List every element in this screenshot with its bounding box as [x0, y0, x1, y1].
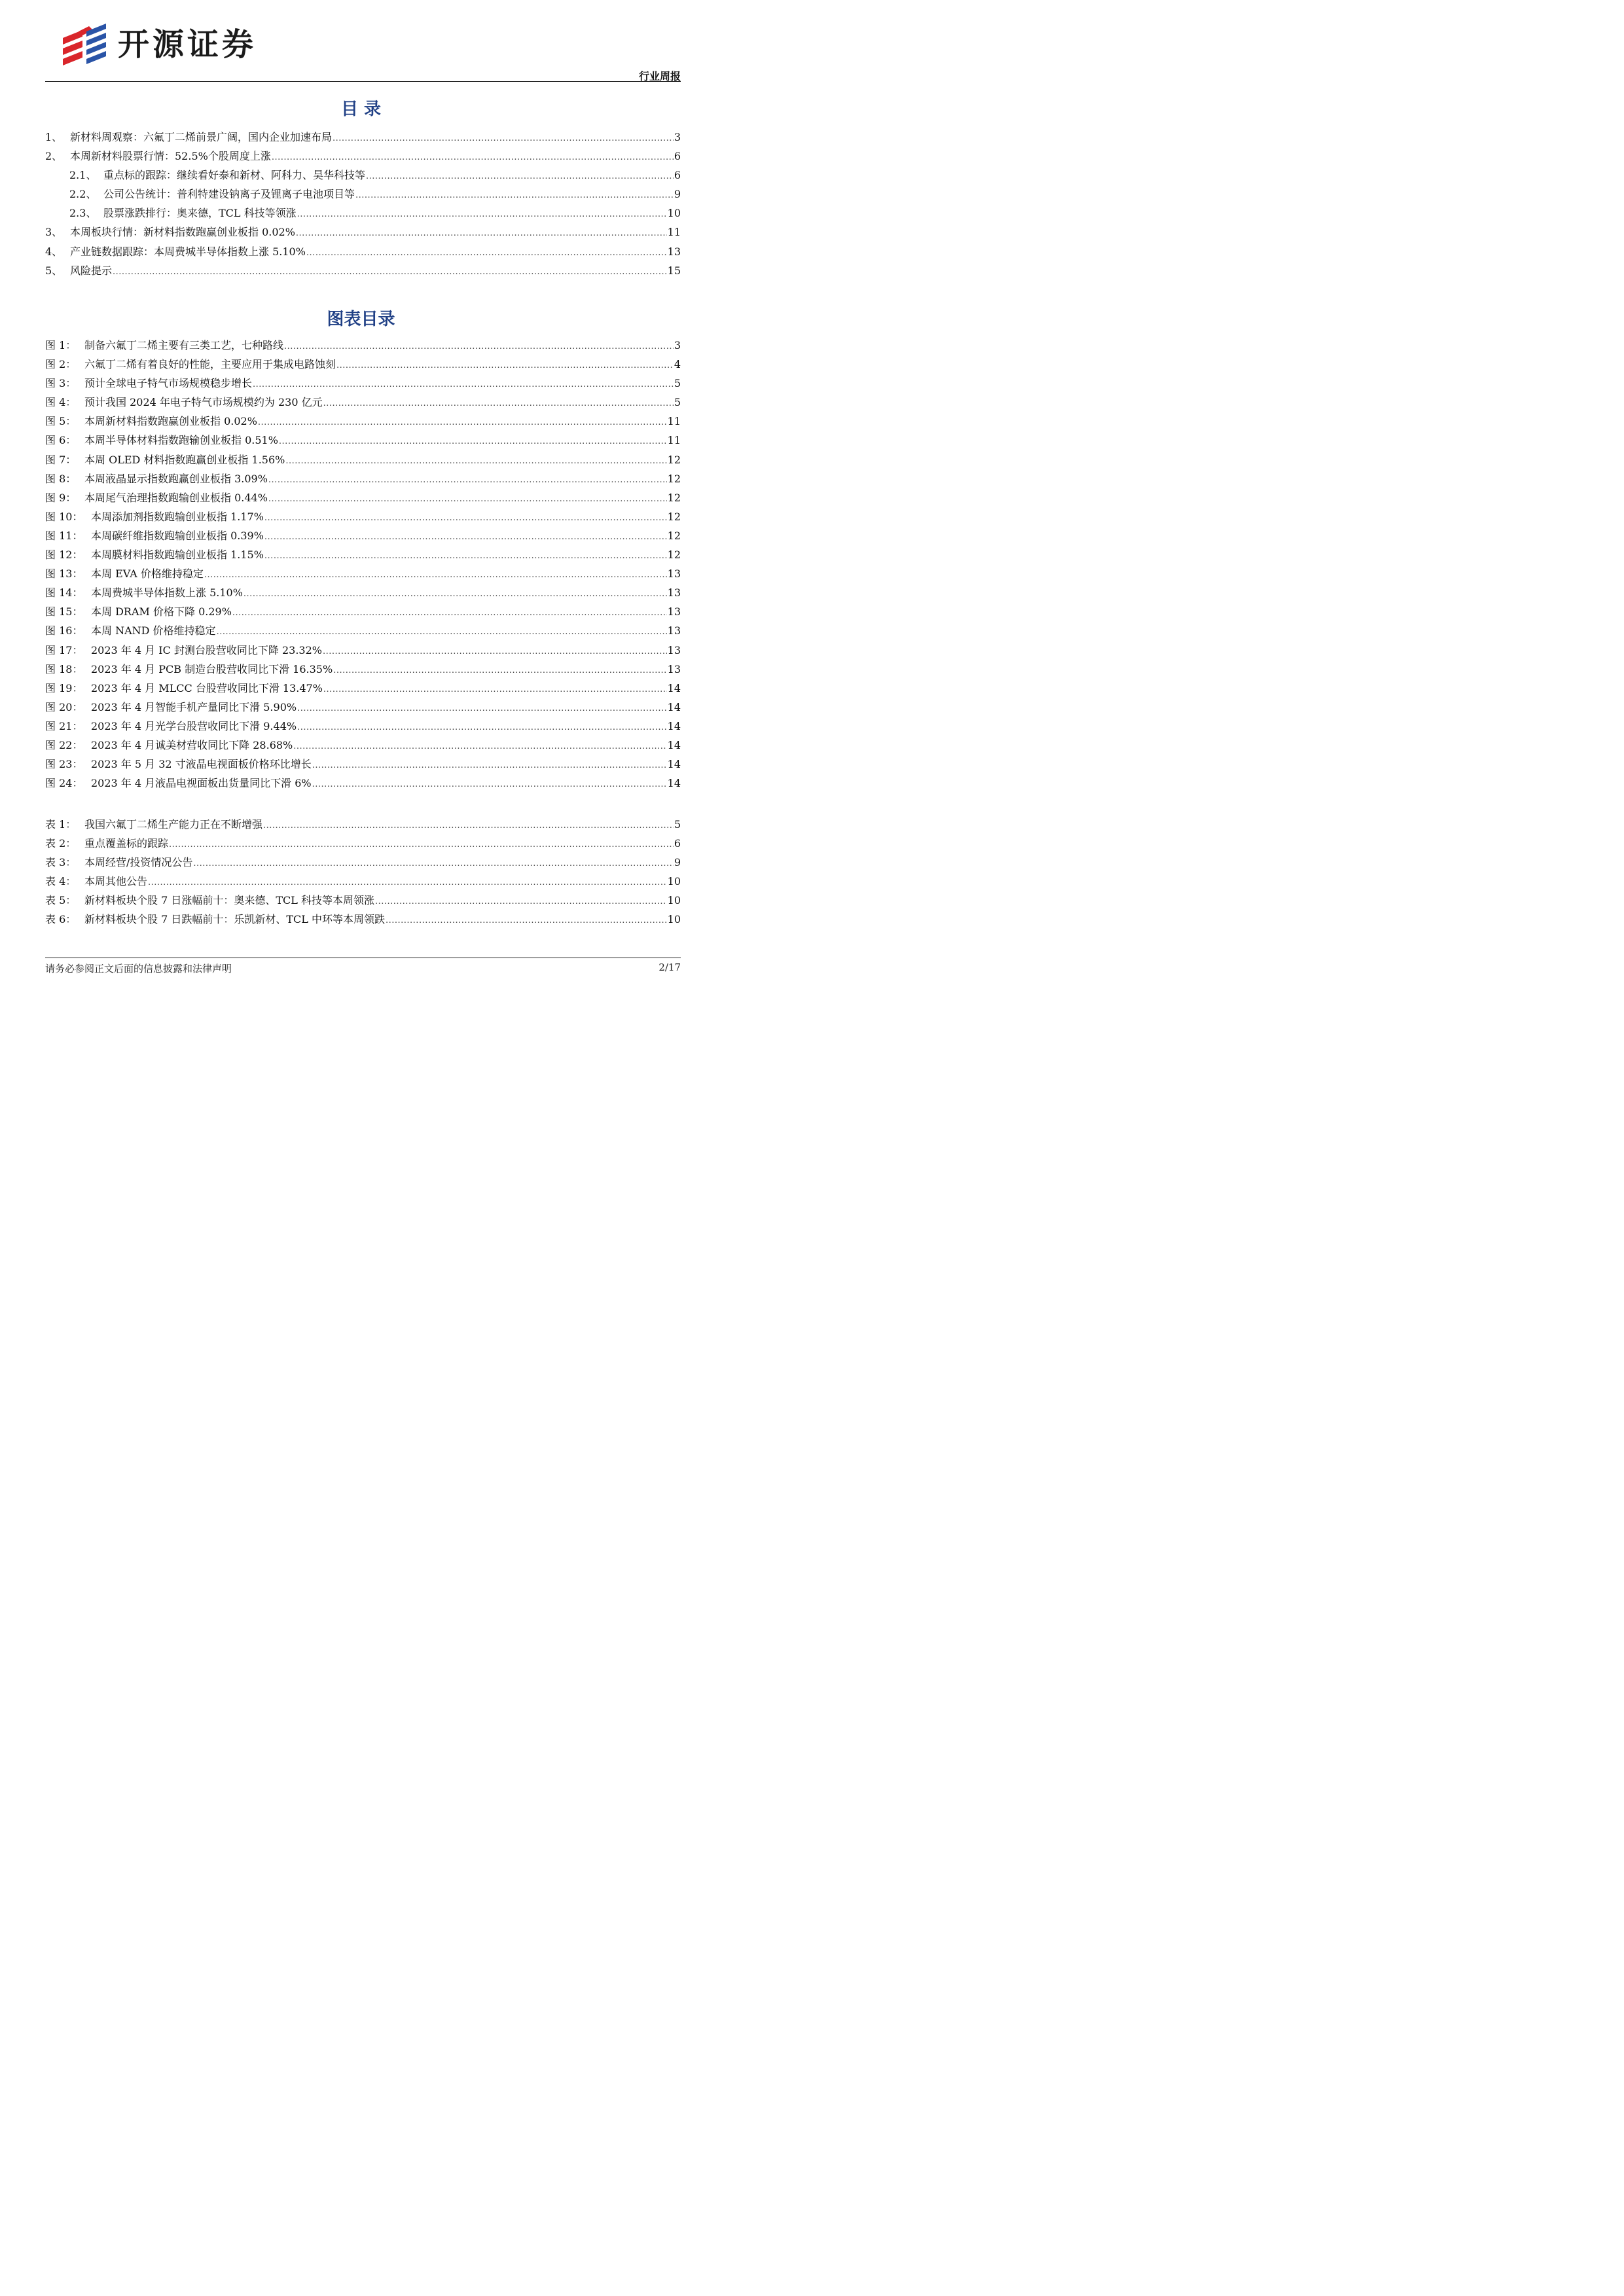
- figure-entry[interactable]: [45, 452, 681, 471]
- figure-entry[interactable]: [45, 528, 681, 547]
- figure-entry[interactable]: [45, 375, 681, 394]
- entry-page-number: 11: [667, 415, 681, 428]
- table-entry[interactable]: [45, 816, 681, 835]
- entry-leader-dots: [296, 228, 667, 238]
- entry-page-number: 3: [674, 339, 681, 351]
- entry-page-number: 13: [667, 567, 681, 581]
- entry-label: 公司公告统计：普利特建设钠离子及锂离子电池项目等: [103, 188, 355, 201]
- entry-label: 本周新材料股票行情：52.5%个股周度上涨: [70, 150, 271, 163]
- entry-leader-dots: [336, 361, 674, 370]
- figure-entry[interactable]: [45, 432, 681, 451]
- entry-page-number: 13: [667, 662, 681, 675]
- figure-entry[interactable]: [45, 756, 681, 775]
- table-entry[interactable]: [45, 892, 681, 911]
- entry-leader-dots: [253, 380, 674, 389]
- entry-page-number: 14: [667, 700, 681, 713]
- entry-number: 1、: [45, 131, 63, 143]
- entry-page-number: 5: [674, 377, 681, 390]
- figure-entry[interactable]: [45, 699, 681, 718]
- entry-number: 图 24：: [45, 777, 83, 790]
- entry-label: 本周半导体材料指数跑输创业板指 0.51%: [84, 434, 278, 447]
- entry-page-number: 14: [667, 738, 681, 751]
- entry-leader-dots: [217, 627, 667, 637]
- entry-leader-dots: [268, 494, 667, 504]
- entry-label: 新材料板块个股 7 日涨幅前十：奥来德、TCL 科技等本周领涨: [84, 894, 374, 907]
- entry-number: 2.2、: [69, 188, 97, 201]
- entry-page-number: 14: [667, 758, 681, 771]
- entry-label: 2023 年 4 月光学台股营收同比下滑 9.44%: [91, 719, 297, 732]
- entry-leader-dots: [375, 897, 667, 906]
- entry-leader-dots: [169, 840, 674, 850]
- entry-number: 表 2：: [45, 837, 77, 850]
- entry-number: 图 12：: [45, 548, 83, 562]
- company-logo: [60, 24, 257, 65]
- entry-page-number: 12: [667, 491, 681, 504]
- entry-leader-dots: [285, 456, 666, 466]
- entry-leader-dots: [204, 570, 667, 580]
- entry-leader-dots: [279, 437, 667, 446]
- figures-title: 图表目录: [327, 310, 395, 329]
- figure-entry[interactable]: [45, 661, 681, 680]
- entry-leader-dots: [323, 399, 674, 408]
- page-number: 2/17: [659, 961, 681, 973]
- toc-entry[interactable]: [45, 243, 681, 262]
- entry-label: 本周液晶显示指数跑赢创业板指 3.09%: [84, 472, 268, 485]
- entry-label: 产业链数据跟踪：本周费城半导体指数上涨 5.10%: [70, 245, 306, 258]
- entry-leader-dots: [323, 647, 667, 656]
- entry-label: 2023 年 4 月液晶电视面板出货量同比下滑 6%: [91, 777, 312, 790]
- entry-leader-dots: [193, 859, 673, 869]
- table-entry[interactable]: [45, 873, 681, 892]
- entry-label: 六氟丁二烯有着良好的性能，主要应用于集成电路蚀刻: [84, 358, 336, 371]
- figure-entry[interactable]: [45, 356, 681, 375]
- entry-leader-dots: [293, 742, 666, 751]
- report-type-label: 行业周报: [638, 70, 681, 82]
- entry-number: 图 5：: [45, 415, 77, 428]
- entry-page-number: 10: [667, 894, 681, 907]
- entry-page-number: 14: [667, 681, 681, 694]
- entry-label: 本周尾气治理指数跑输创业板指 0.44%: [84, 491, 268, 504]
- entry-page-number: 6: [674, 837, 681, 850]
- entry-leader-dots: [263, 821, 674, 831]
- toc-list: [45, 129, 681, 281]
- entry-page-number: 12: [667, 472, 681, 485]
- figure-entry[interactable]: [45, 471, 681, 490]
- toc-entry[interactable]: [45, 205, 681, 224]
- entry-page-number: 6: [674, 169, 681, 182]
- entry-leader-dots: [264, 551, 667, 561]
- entry-label: 本周 EVA 价格维持稳定: [91, 567, 204, 581]
- entry-leader-dots: [113, 267, 667, 277]
- entry-page-number: 12: [667, 510, 681, 523]
- figure-entry[interactable]: [45, 775, 681, 794]
- entry-page-number: 11: [667, 226, 681, 239]
- figure-entry[interactable]: [45, 680, 681, 699]
- entry-number: 图 16：: [45, 624, 83, 637]
- entry-label: 本周经营/投资情况公告: [84, 856, 193, 869]
- entry-page-number: 10: [667, 875, 681, 888]
- toc-entry[interactable]: [45, 129, 681, 148]
- entry-number: 2、: [45, 150, 63, 163]
- entry-leader-dots: [333, 134, 674, 143]
- entry-label: 股票涨跌排行：奥来德，TCL 科技等领涨: [103, 207, 297, 220]
- entry-number: 图 22：: [45, 738, 83, 751]
- toc-entry[interactable]: [45, 167, 681, 186]
- entry-leader-dots: [366, 171, 674, 181]
- header-divider: [45, 81, 681, 82]
- entry-leader-dots: [323, 685, 667, 694]
- entry-label: 2023 年 4 月智能手机产量同比下滑 5.90%: [91, 700, 297, 713]
- entry-label: 本周新材料指数跑赢创业板指 0.02%: [84, 415, 257, 428]
- entry-page-number: 13: [667, 586, 681, 600]
- entry-number: 表 1：: [45, 818, 77, 831]
- entry-number: 图 23：: [45, 758, 83, 771]
- toc-entry[interactable]: [45, 186, 681, 205]
- toc-entry[interactable]: [45, 224, 681, 243]
- entry-number: 表 5：: [45, 894, 77, 907]
- figure-entry[interactable]: [45, 718, 681, 737]
- company-name: 开源证券: [118, 26, 257, 63]
- entry-page-number: 9: [674, 188, 681, 201]
- entry-label: 本周费城半导体指数上涨 5.10%: [91, 586, 243, 600]
- entry-label: 本周碳纤维指数跑输创业板指 0.39%: [91, 529, 264, 542]
- entry-label: 新材料板块个股 7 日跌幅前十：乐凯新材、TCL 中环等本周领跌: [84, 913, 385, 926]
- entry-number: 2.1、: [69, 169, 97, 182]
- entry-leader-dots: [264, 532, 667, 542]
- entry-number: 图 4：: [45, 396, 77, 409]
- entry-label: 2023 年 4 月 IC 封测台股营收同比下降 23.32%: [91, 643, 322, 656]
- tables-list: [45, 816, 681, 931]
- figure-entry[interactable]: [45, 565, 681, 584]
- entry-number: 图 11：: [45, 529, 83, 542]
- entry-label: 2023 年 4 月诚美材营收同比下降 28.68%: [91, 738, 293, 751]
- figure-entry[interactable]: [45, 413, 681, 432]
- entry-label: 制备六氟丁二烯主要有三类工艺，七种路线: [84, 339, 284, 351]
- entry-label: 2023 年 4 月 MLCC 台股营收同比下滑 13.47%: [91, 681, 323, 694]
- entry-page-number: 10: [667, 207, 681, 220]
- entry-page-number: 6: [674, 150, 681, 163]
- entry-number: 表 4：: [45, 875, 77, 888]
- figure-entry[interactable]: [45, 737, 681, 756]
- entry-label: 本周板块行情：新材料指数跑赢创业板指 0.02%: [70, 226, 295, 239]
- entry-page-number: 14: [667, 719, 681, 732]
- figure-entry[interactable]: [45, 584, 681, 603]
- entry-leader-dots: [312, 761, 667, 770]
- entry-number: 3、: [45, 226, 63, 239]
- entry-label: 新材料周观察：六氟丁二烯前景广阔，国内企业加速布局: [70, 131, 333, 143]
- entry-label: 重点标的跟踪：继续看好泰和新材、阿科力、昊华科技等: [103, 169, 366, 182]
- entry-page-number: 14: [667, 777, 681, 790]
- entry-page-number: 13: [667, 245, 681, 258]
- toc-entry[interactable]: [45, 148, 681, 167]
- table-entry[interactable]: [45, 854, 681, 873]
- entry-number: 表 6：: [45, 913, 77, 926]
- entry-number: 图 8：: [45, 472, 77, 485]
- entry-leader-dots: [297, 209, 667, 219]
- figure-entry[interactable]: [45, 509, 681, 528]
- entry-leader-dots: [268, 475, 667, 485]
- entry-page-number: 13: [667, 643, 681, 656]
- entry-label: 2023 年 5 月 32 寸液晶电视面板价格环比增长: [91, 758, 312, 771]
- entry-number: 图 18：: [45, 662, 83, 675]
- figure-entry[interactable]: [45, 394, 681, 413]
- entry-page-number: 9: [674, 856, 681, 869]
- entry-leader-dots: [355, 190, 674, 200]
- toc-title: 目 录: [340, 99, 382, 119]
- entry-label: 我国六氟丁二烯生产能力正在不断增强: [84, 818, 263, 831]
- entry-label: 本周 OLED 材料指数跑赢创业板指 1.56%: [84, 453, 285, 466]
- logo-mark-icon: [60, 24, 109, 65]
- entry-leader-dots: [306, 248, 667, 258]
- figure-entry[interactable]: [45, 603, 681, 622]
- entry-number: 图 2：: [45, 358, 77, 371]
- figure-entry[interactable]: [45, 642, 681, 661]
- entry-leader-dots: [264, 513, 667, 523]
- entry-leader-dots: [297, 723, 667, 732]
- entry-leader-dots: [272, 152, 674, 162]
- entry-label: 本周膜材料指数跑输创业板指 1.15%: [91, 548, 264, 562]
- entry-label: 本周 DRAM 价格下降 0.29%: [91, 605, 232, 619]
- figures-list: [45, 337, 681, 794]
- entry-number: 图 19：: [45, 681, 83, 694]
- entry-number: 图 6：: [45, 434, 77, 447]
- entry-page-number: 13: [667, 605, 681, 619]
- entry-page-number: 11: [667, 434, 681, 447]
- entry-number: 5、: [45, 264, 63, 277]
- entry-label: 风险提示: [70, 264, 113, 277]
- entry-page-number: 13: [667, 624, 681, 637]
- entry-leader-dots: [297, 704, 667, 713]
- figure-entry[interactable]: [45, 547, 681, 565]
- entry-number: 图 17：: [45, 643, 83, 656]
- entry-number: 图 21：: [45, 719, 83, 732]
- entry-number: 图 14：: [45, 586, 83, 600]
- entry-leader-dots: [258, 418, 667, 427]
- entry-page-number: 15: [667, 264, 681, 277]
- entry-number: 图 20：: [45, 700, 83, 713]
- footer-disclaimer: 请务必参阅正文后面的信息披露和法律声明: [45, 963, 232, 975]
- entry-number: 表 3：: [45, 856, 77, 869]
- entry-label: 本周其他公告: [84, 875, 148, 888]
- toc-entry[interactable]: [45, 262, 681, 281]
- entry-page-number: 5: [674, 396, 681, 409]
- entry-leader-dots: [284, 342, 674, 351]
- entry-label: 本周 NAND 价格维持稳定: [91, 624, 216, 637]
- entry-leader-dots: [333, 666, 666, 675]
- figure-entry[interactable]: [45, 337, 681, 356]
- entry-page-number: 10: [667, 913, 681, 926]
- entry-number: 图 7：: [45, 453, 77, 466]
- entry-leader-dots: [244, 589, 667, 599]
- entry-number: 图 9：: [45, 491, 77, 504]
- entry-page-number: 12: [667, 548, 681, 562]
- entry-leader-dots: [386, 916, 667, 925]
- entry-page-number: 5: [674, 818, 681, 831]
- entry-label: 重点覆盖标的跟踪: [84, 837, 169, 850]
- entry-number: 图 1：: [45, 339, 77, 351]
- entry-number: 2.3、: [69, 207, 97, 220]
- entry-number: 图 13：: [45, 567, 83, 581]
- entry-leader-dots: [312, 780, 667, 789]
- entry-page-number: 12: [667, 453, 681, 466]
- entry-number: 4、: [45, 245, 63, 258]
- entry-leader-dots: [148, 878, 667, 888]
- entry-label: 预计全球电子特气市场规模稳步增长: [84, 377, 253, 390]
- entry-label: 预计我国 2024 年电子特气市场规模约为 230 亿元: [84, 396, 323, 409]
- figure-entry[interactable]: [45, 490, 681, 509]
- entry-label: 本周添加剂指数跑输创业板指 1.17%: [91, 510, 264, 523]
- entry-leader-dots: [232, 608, 667, 618]
- entry-label: 2023 年 4 月 PCB 制造台股营收同比下滑 16.35%: [91, 662, 333, 675]
- entry-page-number: 12: [667, 529, 681, 542]
- entry-number: 图 10：: [45, 510, 83, 523]
- entry-page-number: 3: [674, 131, 681, 143]
- entry-number: 图 15：: [45, 605, 83, 619]
- table-entry[interactable]: [45, 911, 681, 930]
- figure-entry[interactable]: [45, 622, 681, 641]
- table-entry[interactable]: [45, 835, 681, 854]
- entry-page-number: 4: [674, 358, 681, 371]
- entry-number: 图 3：: [45, 377, 77, 390]
